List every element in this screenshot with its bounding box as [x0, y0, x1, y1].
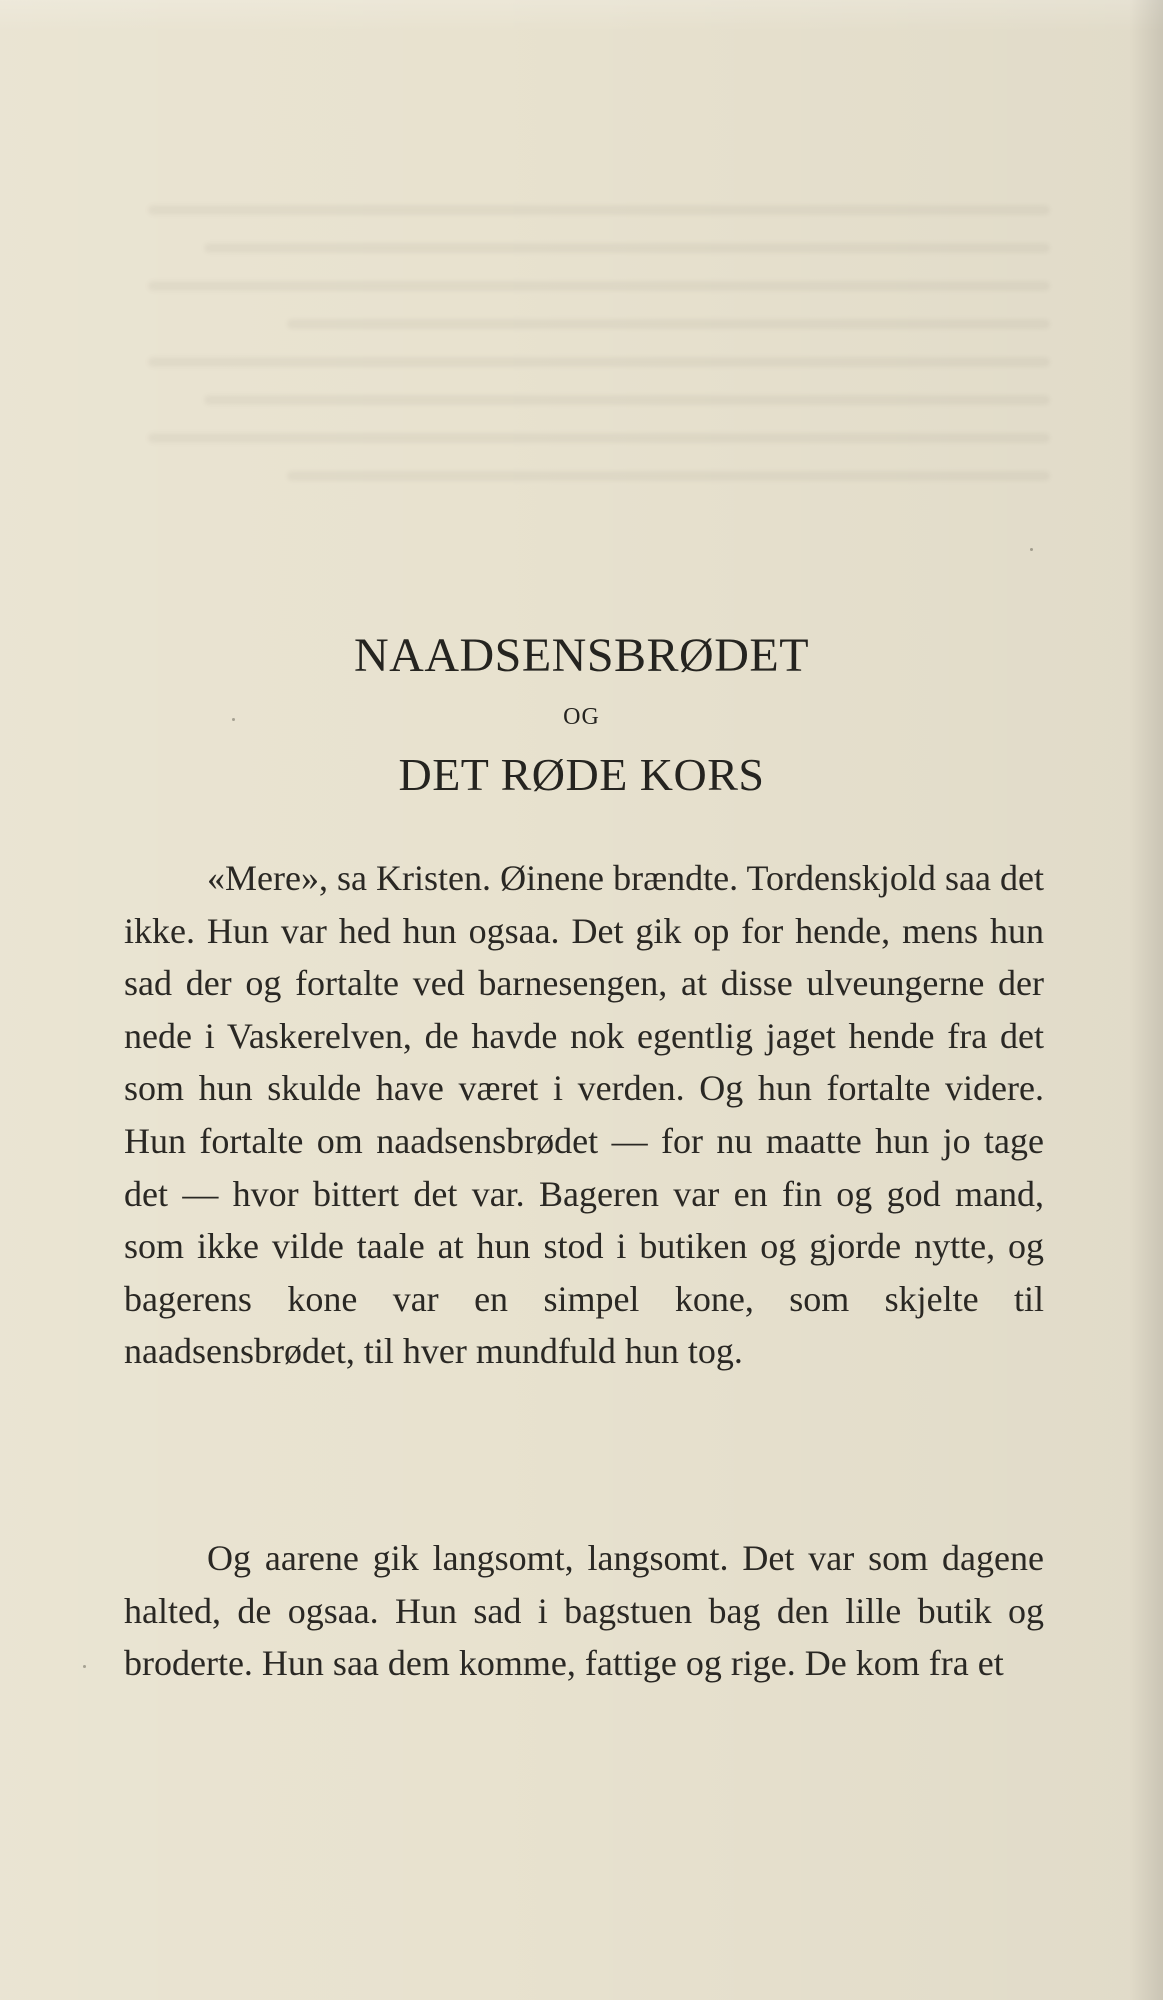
- show-through-line: [204, 395, 1050, 405]
- show-through-line: [148, 281, 1050, 291]
- show-through-line: [204, 243, 1050, 253]
- paper-speck: [83, 1665, 86, 1668]
- show-through-line: [148, 357, 1050, 367]
- show-through-line: [148, 433, 1050, 443]
- paragraph-1-text: «Mere», sa Kristen. Øinene brændte. Tordenskjold saa det ikke. Hun var hed hun ogsaa. Det gik op for hende, mens hun sad der og fortalte ved barnesengen, at disse ulveungerne der nede i Vaskerelven, de havde nok egentlig jaget hende fra det som hun skulde have været i verden. Og hun fortalte videre. Hun fortalte om naadsensbrødet — for nu maatte hun jo tage det — hvor bittert det var. Bageren var en fin og god mand, som ikke vilde taale at hun stod i butiken og gjorde nytte, og bagerens kone var en simpel kone, som skjelte til naadsensbrødet, til hver mundfuld hun tog.: [124, 858, 1044, 1372]
- page-edge-shadow: [1129, 0, 1163, 2000]
- reverse-side-show-through: [120, 205, 1050, 525]
- page-top-shading: [0, 0, 1163, 32]
- paragraph-2-text: Og aarene gik langsomt, langsomt. Det var som dagene halted, de ogsaa. Hun sad i bagstuen bag den lille butik og broderte. Hun saa dem komme, fattige og rige. De kom fra et: [124, 1538, 1044, 1684]
- show-through-line: [148, 205, 1050, 215]
- chapter-title-main: NAADSENSBRØDET: [353, 629, 810, 682]
- body-paragraph-1: [124, 852, 1044, 1378]
- chapter-title-conjunction: OG: [563, 704, 600, 730]
- body-paragraph-2: [124, 1532, 1044, 1690]
- chapter-title-subtitle: DET RØDE KORS: [398, 749, 765, 800]
- show-through-line: [287, 319, 1050, 329]
- paper-speck: [1030, 548, 1033, 551]
- show-through-line: [287, 471, 1050, 481]
- paper-speck: [232, 718, 235, 721]
